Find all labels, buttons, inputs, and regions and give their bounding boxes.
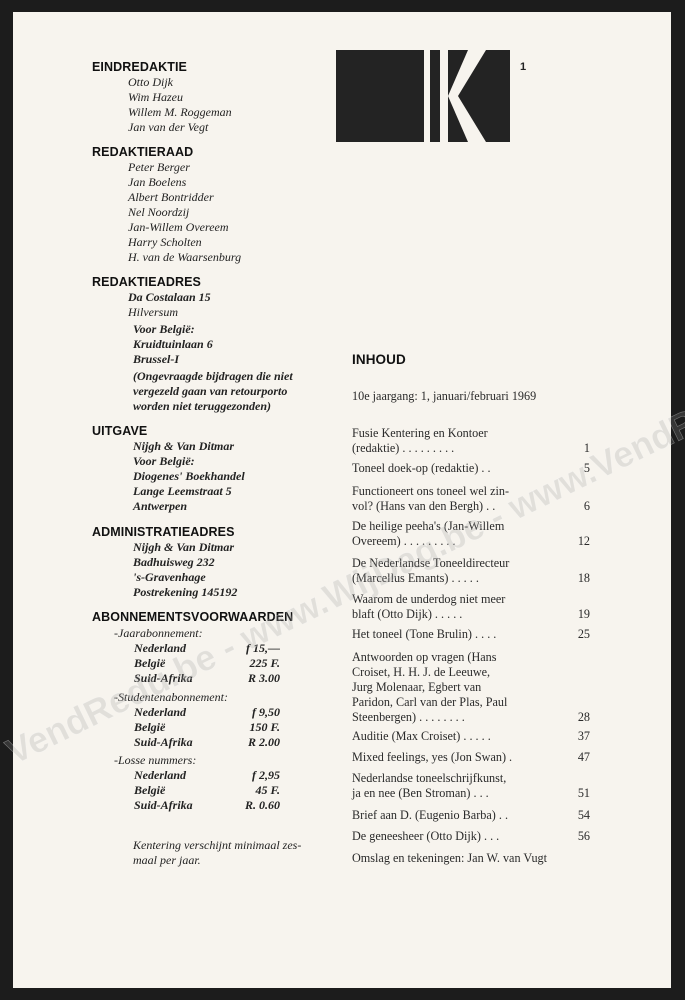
toc-entry	[352, 484, 590, 514]
price-row	[134, 705, 280, 720]
toc-title-line: Fusie Kentering en Kontoer	[352, 426, 488, 440]
price-country: België	[134, 783, 166, 797]
redaktieadres-note-line: worden niet teruggezonden)	[133, 399, 272, 413]
price-amount: R 2.00	[247, 735, 280, 749]
toc-title-line: Auditie (Max Croiset) . . . . .	[352, 729, 491, 743]
jaargang-line	[352, 389, 590, 404]
price-amount: f 2,95	[252, 768, 280, 782]
toc-title-line: Steenbergen) . . . . . . . .	[352, 710, 465, 724]
toc-page-number: 47	[577, 750, 590, 764]
administratieadres-line: 's-Gravenhage	[133, 570, 206, 584]
toc-title-line: blaft (Otto Dijk) . . . . .	[352, 607, 463, 621]
toc-page-number: 25	[577, 627, 590, 641]
eindredaktie-name: Jan van der Vegt	[128, 120, 209, 134]
toc-title-line: ja en nee (Ben Stroman) . . .	[352, 786, 489, 800]
toc-page-number: 56	[577, 829, 590, 843]
redaktieraad-name: H. van de Waarsenburg	[128, 250, 242, 264]
frequency-note-line: maal per jaar.	[133, 853, 201, 867]
price-amount: R. 0.60	[244, 798, 280, 812]
toc-entry	[352, 556, 590, 586]
toc-entry	[352, 750, 590, 765]
toc-title-line: Toneel doek-op (redaktie) . .	[352, 461, 491, 475]
toc-title-line: Paridon, Carl van der Plas, Paul	[352, 695, 508, 709]
administratieadres-line: Badhuisweg 232	[133, 555, 215, 569]
eindredaktie-heading: EINDREDAKTIE	[92, 60, 187, 74]
toc-title-line: De heilige peeha's (Jan-Willem	[352, 519, 505, 533]
toc-title-line: (redaktie) . . . . . . . . .	[352, 441, 455, 455]
price-amount: f 9,50	[252, 705, 280, 719]
price-amount: 150 F.	[249, 720, 280, 734]
redaktieadres-belgie-line: Kruidtuinlaan 6	[133, 337, 213, 351]
toc-title-line: vol? (Hans van den Bergh) . .	[352, 499, 496, 513]
price-country: België	[134, 720, 166, 734]
toc-entry	[352, 426, 590, 456]
redaktieraad-name: Nel Noordzij	[128, 205, 190, 219]
abonnementsvoorwaarden-heading: ABONNEMENTSVOORWAARDEN	[92, 610, 294, 624]
toc-title-line: Functioneert ons toneel wel zin-	[352, 484, 510, 498]
toc-page-number: 51	[577, 786, 590, 800]
toc-title-line: Het toneel (Tone Brulin) . . . .	[352, 627, 497, 641]
price-amount: f 15,—	[246, 641, 280, 655]
toc-entry	[352, 592, 590, 622]
toc-title-line: Nederlandse toneelschrijfkunst,	[352, 771, 507, 785]
toc-page-number: 37	[577, 729, 590, 743]
price-row	[134, 656, 280, 671]
logo-left-block	[336, 50, 424, 142]
redaktieadres-belgie-line: Voor België:	[133, 322, 195, 336]
redaktieraad-name: Jan Boelens	[128, 175, 187, 189]
toc-page-number: 54	[577, 808, 590, 822]
toc-entry	[352, 519, 590, 549]
toc-entry	[352, 627, 590, 642]
redaktieadres-belgie-line: Brussel-I	[133, 352, 180, 366]
redaktieadres-note-line: (Ongevraagde bijdragen die niet	[133, 369, 293, 383]
uitgave-heading: UITGAVE	[92, 424, 148, 438]
subscription-group-label: -Studentenabonnement:	[114, 690, 228, 704]
toc-entry	[352, 771, 590, 801]
price-country: Suid-Afrika	[134, 735, 193, 749]
subscription-group-label: -Jaarabonnement:	[114, 626, 203, 640]
eindredaktie-name: Willem M. Roggeman	[128, 105, 232, 119]
toc-page-number: 1	[583, 441, 590, 455]
administratieadres-heading: ADMINISTRATIEADRES	[92, 525, 235, 539]
toc-title-line: De geneesheer (Otto Dijk) . . .	[352, 829, 500, 843]
price-country: Nederland	[134, 705, 186, 719]
toc-page-number: 5	[583, 461, 590, 475]
price-row	[134, 671, 280, 686]
uitgave-line: Diogenes' Boekhandel	[133, 469, 245, 483]
redaktieraad-name: Peter Berger	[128, 160, 190, 174]
redaktieraad-name: Harry Scholten	[128, 235, 202, 249]
price-row	[134, 783, 280, 798]
logo-issue-number: 1	[520, 61, 526, 73]
toc-title-line: Antwoorden op vragen (Hans	[352, 650, 497, 664]
price-country: Nederland	[134, 641, 186, 655]
toc-page-number: 6	[583, 499, 590, 513]
toc-title-line: Waarom de underdog niet meer	[352, 592, 506, 606]
uitgave-line: Antwerpen	[133, 499, 188, 513]
toc-title-line: Brief aan D. (Eugenio Barba) . .	[352, 808, 509, 822]
administratieadres-line: Nijgh & Van Ditmar	[133, 540, 235, 554]
eindredaktie-name: Wim Hazeu	[128, 90, 183, 104]
administratieadres-line: Postrekening 145192	[133, 585, 238, 599]
price-amount: R 3.00	[247, 671, 280, 685]
subscription-group-label: -Losse nummers:	[114, 753, 197, 767]
toc-entry	[352, 808, 590, 823]
price-country: Suid-Afrika	[134, 798, 193, 812]
price-country: Suid-Afrika	[134, 671, 193, 685]
redaktieadres-line: Da Costalaan 15	[128, 290, 211, 304]
toc-title-line: Croiset, H. H. J. de Leeuwe,	[352, 665, 491, 679]
redaktieadres-note-line: vergezeld gaan van retourporto	[133, 384, 288, 398]
price-country: België	[134, 656, 166, 670]
toc-entry	[352, 851, 590, 866]
toc-page-number: 28	[577, 710, 590, 724]
toc-title-line: De Nederlandse Toneeldirecteur	[352, 556, 510, 570]
redaktieraad-name: Albert Bontridder	[128, 190, 214, 204]
toc-title-line: (Marcellus Emants) . . . . .	[352, 571, 479, 585]
toc-page-number: 18	[577, 571, 590, 585]
toc-page-number: 19	[577, 607, 590, 621]
kentering-logo	[336, 50, 526, 146]
toc-title-line: Omslag en tekeningen: Jan W. van Vugt	[352, 851, 548, 865]
price-country: Nederland	[134, 768, 186, 782]
price-row	[134, 735, 280, 750]
jaargang-text: 10e jaargang: 1, januari/februari 1969	[352, 389, 537, 403]
price-amount: 45 F.	[255, 783, 280, 797]
redaktieraad-name: Jan-Willem Overeem	[128, 220, 229, 234]
price-row	[134, 768, 280, 783]
toc-title-line: Jurg Molenaar, Egbert van	[352, 680, 482, 694]
price-row	[134, 720, 280, 735]
price-amount: 225 F.	[249, 656, 280, 670]
uitgave-line: Nijgh & Van Ditmar	[133, 439, 235, 453]
price-row	[134, 641, 280, 656]
redaktieadres-line: Hilversum	[128, 305, 178, 319]
inhoud-heading: INHOUD	[352, 352, 406, 367]
toc-entry	[352, 650, 590, 725]
toc-page-number: 12	[577, 534, 590, 548]
toc-entry	[352, 461, 590, 476]
eindredaktie-name: Otto Dijk	[128, 75, 173, 89]
logo-k-gap	[440, 50, 448, 142]
toc-entry	[352, 729, 590, 744]
toc-title-line: Overeem) . . . . . . . . .	[352, 534, 456, 548]
frequency-note-line: Kentering verschijnt minimaal zes-	[133, 838, 302, 852]
redaktieadres-heading: REDAKTIEADRES	[92, 275, 201, 289]
redaktieraad-heading: REDAKTIERAAD	[92, 145, 194, 159]
uitgave-line: Lange Leemstraat 5	[133, 484, 232, 498]
toc-title-line: Mixed feelings, yes (Jon Swan) .	[352, 750, 513, 764]
price-row	[134, 798, 280, 813]
uitgave-line: Voor België:	[133, 454, 195, 468]
toc-entry	[352, 829, 590, 844]
watermark-text: VendRedu.be - www.WijDag.be -	[0, 494, 511, 773]
